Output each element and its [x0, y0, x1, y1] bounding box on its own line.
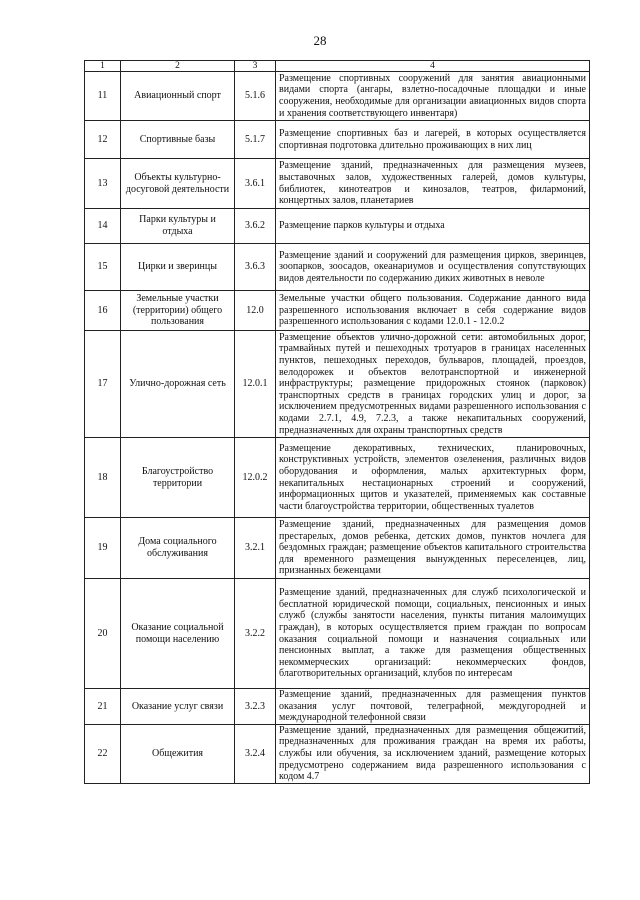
table-row [85, 331, 590, 438]
land-use-name: Спортивные базы [121, 121, 235, 159]
row-number: 20 [85, 579, 121, 689]
header-col-2: 2 [121, 61, 235, 72]
table-row [85, 72, 590, 121]
land-use-description: Размещение зданий, предназначенных для размещения домов престарелых, домов ребенка, детских домов, пунктов ночлега для бездомных граждан; размещение объектов капитального строительства для временного размещения вынужденных переселенцев, лиц, признанных беженцами [276, 518, 590, 579]
land-use-code: 3.6.1 [235, 159, 276, 209]
header-col-1: 1 [85, 61, 121, 72]
table-row [85, 209, 590, 244]
row-number: 21 [85, 689, 121, 725]
table-row [85, 291, 590, 331]
land-use-code: 5.1.6 [235, 72, 276, 121]
land-use-description: Размещение зданий и сооружений для размещения цирков, зверинцев, зоопарков, зоосадов, океанариумов и осуществления сопутствующих видов деятельности по содержанию диких животных в неволе [276, 244, 590, 291]
row-number: 16 [85, 291, 121, 331]
land-use-name: Объекты культурно-досуговой деятельности [121, 159, 235, 209]
table-row [85, 438, 590, 518]
land-use-description: Размещение объектов улично-дорожной сети: автомобильных дорог, трамвайных путей и пешеходных тротуаров в границах населенных пунктов, пешеходных переходов, бульваров, площадей, проездов, велодорожек и объектов велотранспортной и инженерной инфраструктуры; размещение придорожных стоянок (парковок) транспортных средств в границах городских улиц и дорог, за исключением предусмотренных видами разрешенного использования с кодами 2.7.1, 4.9, 7.2.3, а также некапитальных сооружений, предназначенных для охраны транспортных средств [276, 331, 590, 438]
land-use-description: Размещение зданий, предназначенных для размещения музеев, выставочных залов, художественных галерей, домов культуры, библиотек, кинотеатров и кинозалов, театров, филармоний, концертных залов, планетариев [276, 159, 590, 209]
land-use-code: 3.6.3 [235, 244, 276, 291]
land-use-name: Оказание услуг связи [121, 689, 235, 725]
land-use-name: Общежития [121, 724, 235, 783]
land-use-code: 3.6.2 [235, 209, 276, 244]
row-number: 18 [85, 438, 121, 518]
land-use-name: Улично-дорожная сеть [121, 331, 235, 438]
table-row [85, 579, 590, 689]
land-use-code: 12.0.2 [235, 438, 276, 518]
row-number: 13 [85, 159, 121, 209]
header-col-3: 3 [235, 61, 276, 72]
row-number: 17 [85, 331, 121, 438]
table-row [85, 518, 590, 579]
table-row [85, 121, 590, 159]
table-row [85, 159, 590, 209]
land-use-code: 12.0 [235, 291, 276, 331]
land-use-code: 3.2.3 [235, 689, 276, 725]
land-use-name: Оказание социальной помощи населению [121, 579, 235, 689]
land-use-description: Размещение спортивных сооружений для занятия авиационными видами спорта (ангары, взлетно-посадочные площадки и иные сооружения, необходимые для организации авиационных видов спорта и хранения соответствующего инвентаря) [276, 72, 590, 121]
land-use-code: 5.1.7 [235, 121, 276, 159]
land-use-description: Размещение зданий, предназначенных для размещения пунктов оказания услуг почтовой, телеграфной, междугородней и международной телефонной связи [276, 689, 590, 725]
land-use-code: 3.2.1 [235, 518, 276, 579]
land-use-description: Земельные участки общего пользования. Содержание данного вида разрешенного использования включает в себя содержание видов разрешенного использования с кодами 12.0.1 - 12.0.2 [276, 291, 590, 331]
land-use-code: 3.2.4 [235, 724, 276, 783]
row-number: 14 [85, 209, 121, 244]
row-number: 22 [85, 724, 121, 783]
land-use-name: Авиационный спорт [121, 72, 235, 121]
land-use-description: Размещение декоративных, технических, планировочных, конструктивных устройств, элементов озеленения, различных видов оборудования и оформления, малых архитектурных форм, некапитальных нестационарных строений и сооружений, информационных щитов и указателей, применяемых как составные части благоустройства территории, общественных туалетов [276, 438, 590, 518]
land-use-description: Размещение спортивных баз и лагерей, в которых осуществляется спортивная подготовка длительно проживающих в них лиц [276, 121, 590, 159]
page-number: 28 [313, 33, 327, 48]
land-use-name: Цирки и зверинцы [121, 244, 235, 291]
table-row [85, 724, 590, 783]
table-row [85, 244, 590, 291]
land-use-name: Парки культуры и отдыха [121, 209, 235, 244]
land-use-description: Размещение парков культуры и отдыха [276, 209, 590, 244]
land-use-description: Размещение зданий, предназначенных для размещения общежитий, предназначенных для проживания граждан на время их работы, службы или обучения, за исключением зданий, размещение которых предусмотрено содержанием вида разрешенного использования с кодом 4.7 [276, 724, 590, 783]
land-use-code: 3.2.2 [235, 579, 276, 689]
table-row [85, 689, 590, 725]
land-use-name: Земельные участки (территории) общего пользования [121, 291, 235, 331]
table-header-row [85, 61, 590, 72]
land-use-code: 12.0.1 [235, 331, 276, 438]
land-use-table [84, 60, 590, 784]
row-number: 12 [85, 121, 121, 159]
row-number: 15 [85, 244, 121, 291]
row-number: 11 [85, 72, 121, 121]
row-number: 19 [85, 518, 121, 579]
header-col-4: 4 [276, 61, 590, 72]
land-use-name: Дома социального обслуживания [121, 518, 235, 579]
land-use-name: Благоустройство территории [121, 438, 235, 518]
land-use-description: Размещение зданий, предназначенных для служб психологической и бесплатной юридической помощи, социальных, пенсионных и иных служб (службы занятости населения, пункты питания малоимущих граждан), в которых осуществляется прием граждан по вопросам оказания социальной помощи и назначения социальных или пенсионных выплат, а также для размещения общественных некоммерческих организаций: некоммерческих фондов, благотворительных организаций, клубов по интересам [276, 579, 590, 689]
